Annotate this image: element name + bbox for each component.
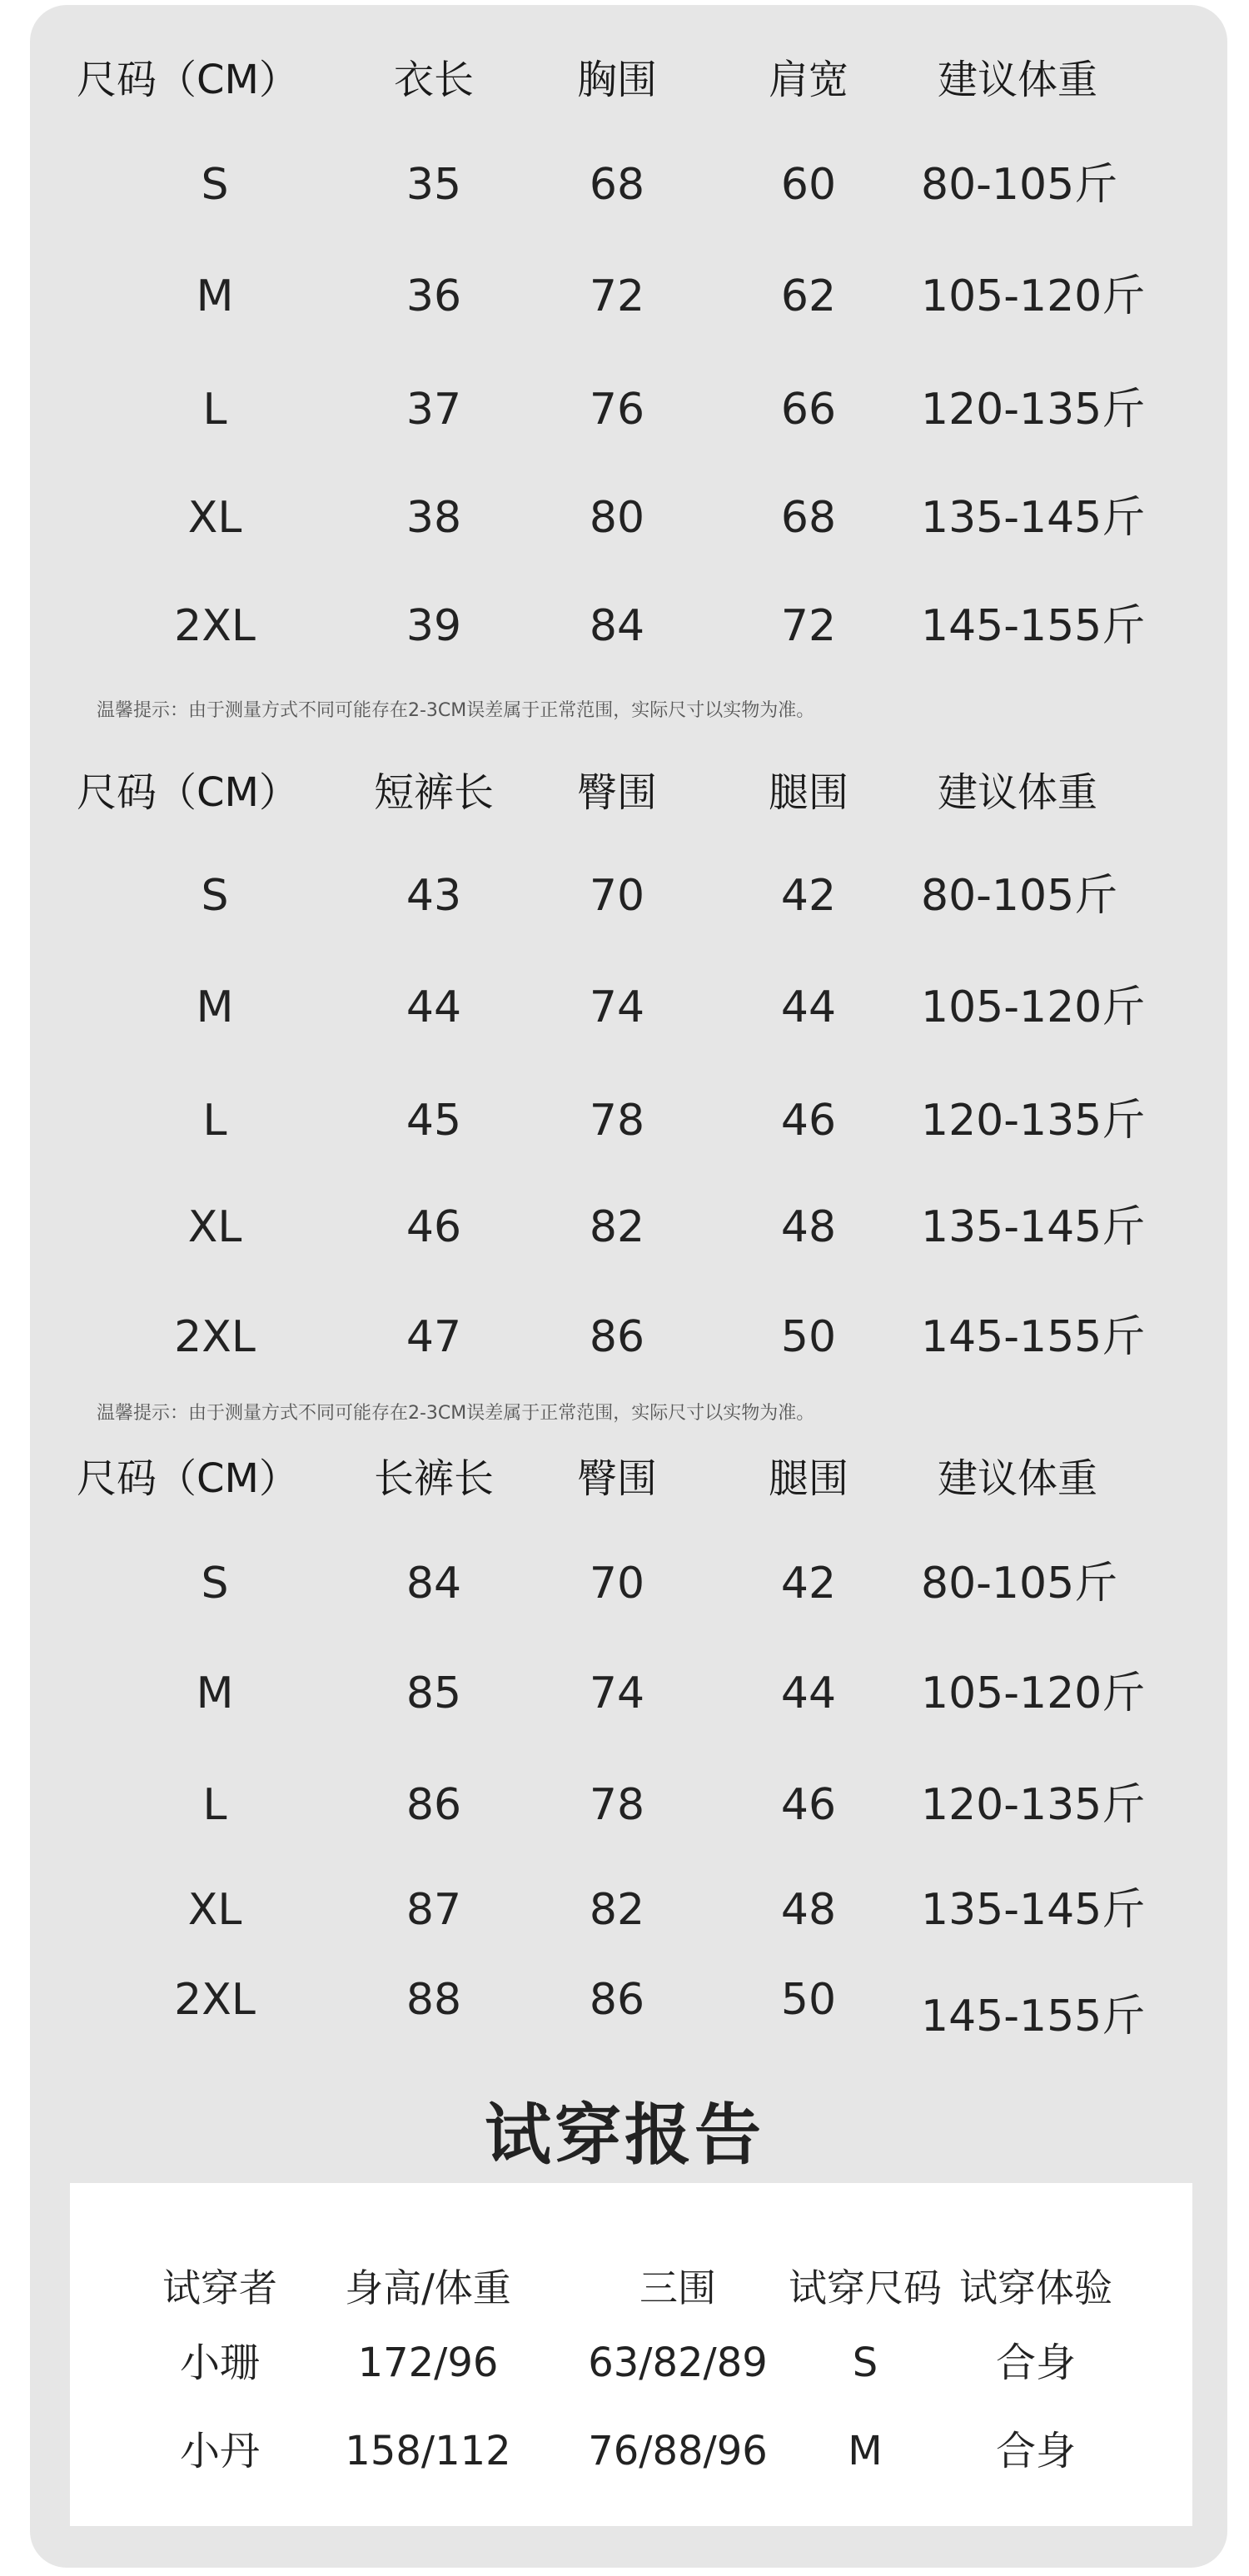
table-row [30,152,1227,218]
value-cell: 46 [780,1780,837,1830]
value-cell: 87 [406,1885,462,1935]
size-cell: L [202,385,227,435]
weight-cell: 80-105斤 [921,160,1118,210]
size-cell: 2XL [174,601,256,651]
value-cell: 39 [406,601,462,651]
table-row [30,376,1227,443]
value-cell: 38 [406,493,462,543]
weight-cell: 145-155斤 [921,1312,1146,1362]
header-chest: 胸围 [576,57,657,103]
value-cell: 74 [589,982,645,1032]
tried-size: M [848,2428,883,2474]
value-cell: 76 [589,385,645,435]
value-cell: 72 [589,271,645,321]
weight-cell: 80-105斤 [921,871,1118,921]
weight-cell: 135-145斤 [921,1885,1146,1935]
value-cell: 50 [780,1975,837,2025]
value-cell: 80 [589,493,645,543]
height-weight: 158/112 [345,2428,511,2474]
value-cell: 60 [780,160,837,210]
header-tried-size: 试穿尺码 [789,2265,942,2310]
size-cell: XL [187,493,242,543]
header-hip: 臀围 [576,769,657,816]
weight-cell: 105-120斤 [921,1668,1146,1718]
value-cell: 74 [589,1668,645,1718]
value-cell: 82 [589,1202,645,1252]
size-cell: L [202,1096,227,1146]
size-cell: 2XL [174,1975,256,2025]
table-row [30,1772,1227,1838]
tester-name: 小珊 [179,2340,260,2386]
value-cell: 84 [589,601,645,651]
table-header-row [30,47,1227,113]
value-cell: 45 [406,1096,462,1146]
value-cell: 70 [589,1559,645,1609]
table-row [30,263,1227,330]
measurement-note: 温馨提示：由于测量方式不同可能存在2-3CM误差属于正常范围，实际尺寸以实物为准。 [97,700,815,721]
header-height-weight: 身高/体重 [345,2265,511,2310]
value-cell: 37 [406,385,462,435]
value-cell: 62 [780,271,837,321]
header-length: 短裤长 [373,769,494,816]
size-cell: XL [187,1202,242,1252]
measurements: 76/88/96 [588,2428,768,2474]
header-weight: 建议体重 [938,1455,1098,1502]
tester-name: 小丹 [179,2428,260,2474]
tried-size: S [852,2340,878,2386]
report-card [70,2183,1192,2526]
table-row [30,1660,1227,1727]
value-cell: 46 [406,1202,462,1252]
size-cell: S [201,160,229,210]
header-hip: 臀围 [576,1455,657,1502]
table-row [30,863,1227,929]
value-cell: 66 [780,385,837,435]
weight-cell: 135-145斤 [921,1202,1146,1252]
height-weight: 172/96 [357,2340,499,2386]
report-header-row [70,2255,1192,2321]
header-size: 尺码（CM） [77,1455,299,1502]
header-measurements: 三围 [639,2265,716,2310]
header-tester: 试穿者 [162,2265,277,2310]
value-cell: 35 [406,160,462,210]
table-header-row [30,759,1227,826]
value-cell: 72 [780,601,837,651]
value-cell: 78 [589,1096,645,1146]
value-cell: 70 [589,871,645,921]
size-cell: XL [187,1885,242,1935]
size-cell: 2XL [174,1312,256,1362]
size-cell: M [196,982,234,1032]
value-cell: 86 [589,1312,645,1362]
value-cell: 86 [406,1780,462,1830]
table-row [30,1304,1227,1370]
weight-cell: 105-120斤 [921,271,1146,321]
fit-result: 合身 [995,2340,1076,2386]
size-cell: M [196,1668,234,1718]
report-title: 试穿报告 [485,2096,764,2174]
weight-cell: 135-145斤 [921,493,1146,543]
header-shoulder: 肩宽 [768,57,848,103]
table-row [30,1087,1227,1154]
value-cell: 68 [589,160,645,210]
header-thigh: 腿围 [768,1455,848,1502]
table-header-row [30,1445,1227,1512]
value-cell: 44 [780,982,837,1032]
value-cell: 68 [780,493,837,543]
header-length: 衣长 [393,57,474,103]
header-thigh: 腿围 [768,769,848,816]
value-cell: 88 [406,1975,462,2025]
weight-cell: 120-135斤 [921,1096,1146,1146]
header-fit: 试穿体验 [959,2265,1112,2310]
value-cell: 43 [406,871,462,921]
measurement-note: 温馨提示：由于测量方式不同可能存在2-3CM误差属于正常范围，实际尺寸以实物为准。 [97,1403,815,1424]
table-row [30,1877,1227,1943]
value-cell: 48 [780,1202,837,1252]
value-cell: 48 [780,1885,837,1935]
weight-cell: 120-135斤 [921,1780,1146,1830]
weight-cell: 80-105斤 [921,1559,1118,1609]
value-cell: 46 [780,1096,837,1146]
table-row [30,485,1227,551]
table-row [30,593,1227,659]
weight-cell: 120-135斤 [921,385,1146,435]
value-cell: 85 [406,1668,462,1718]
table-row [30,974,1227,1041]
header-weight: 建议体重 [938,57,1098,103]
value-cell: 84 [406,1559,462,1609]
size-cell: M [196,271,234,321]
header-length: 长裤长 [373,1455,494,1502]
size-cell: S [201,1559,229,1609]
value-cell: 86 [589,1975,645,2025]
value-cell: 44 [780,1668,837,1718]
value-cell: 78 [589,1780,645,1830]
table-row [30,1194,1227,1261]
value-cell: 42 [780,1559,837,1609]
size-cell: S [201,871,229,921]
report-row [70,2330,1192,2396]
table-row [30,1967,1227,2041]
header-size: 尺码（CM） [77,57,299,103]
value-cell: 44 [406,982,462,1032]
value-cell: 42 [780,871,837,921]
weight-cell: 105-120斤 [921,982,1146,1032]
value-cell: 36 [406,271,462,321]
report-row [70,2418,1192,2484]
value-cell: 50 [780,1312,837,1362]
header-size: 尺码（CM） [77,769,299,816]
header-weight: 建议体重 [938,769,1098,816]
weight-cell: 145-155斤 [921,1992,1146,2041]
size-cell: L [202,1780,227,1830]
measurements: 63/82/89 [588,2340,768,2386]
table-row [30,1550,1227,1617]
weight-cell: 145-155斤 [921,601,1146,651]
value-cell: 47 [406,1312,462,1362]
fit-result: 合身 [995,2428,1076,2474]
value-cell: 82 [589,1885,645,1935]
